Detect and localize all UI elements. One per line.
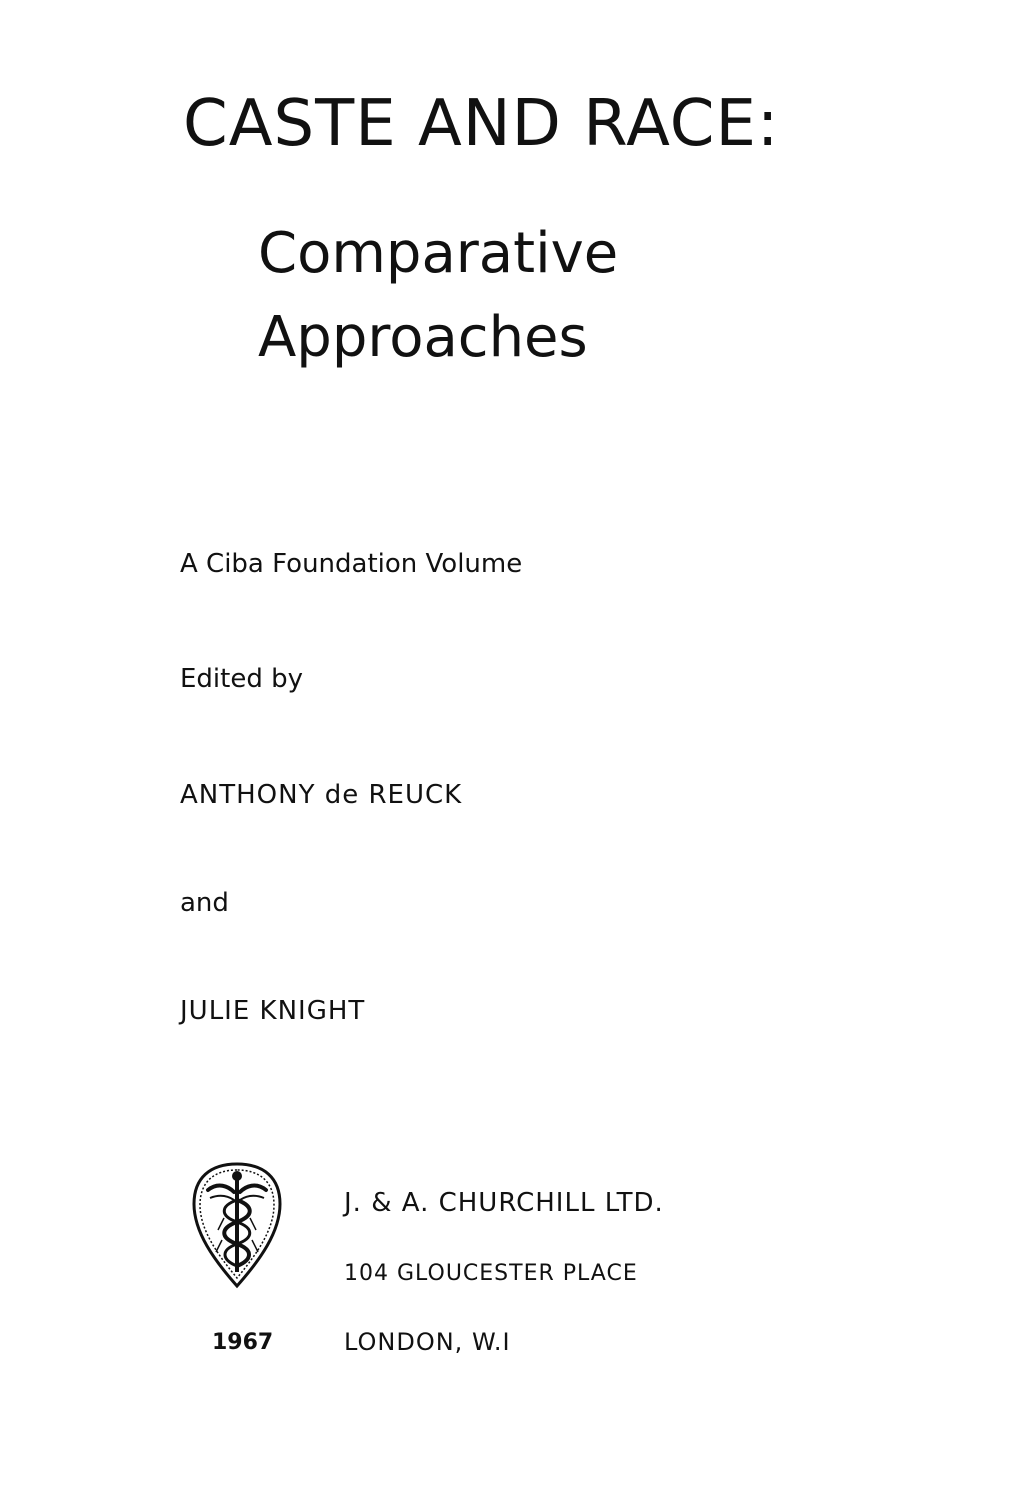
editor-conjunction: and xyxy=(180,888,229,918)
publisher-address: 104 GLOUCESTER PLACE xyxy=(344,1261,638,1286)
editor-name-1: ANTHONY de REUCK xyxy=(180,780,463,810)
editor-name-2: JULIE KNIGHT xyxy=(180,996,366,1026)
publisher-city: LONDON, W.I xyxy=(344,1328,511,1356)
series-note: A Ciba Foundation Volume xyxy=(180,549,523,579)
publication-year: 1967 xyxy=(212,1330,274,1355)
edited-by-label: Edited by xyxy=(180,664,304,694)
book-subtitle-line-2: Approaches xyxy=(258,305,588,370)
publisher-name: J. & A. CHURCHILL LTD. xyxy=(344,1188,664,1218)
book-title: CASTE AND RACE: xyxy=(183,87,780,161)
caduceus-shield-icon xyxy=(188,1160,286,1290)
book-subtitle-line-1: Comparative xyxy=(258,221,619,286)
